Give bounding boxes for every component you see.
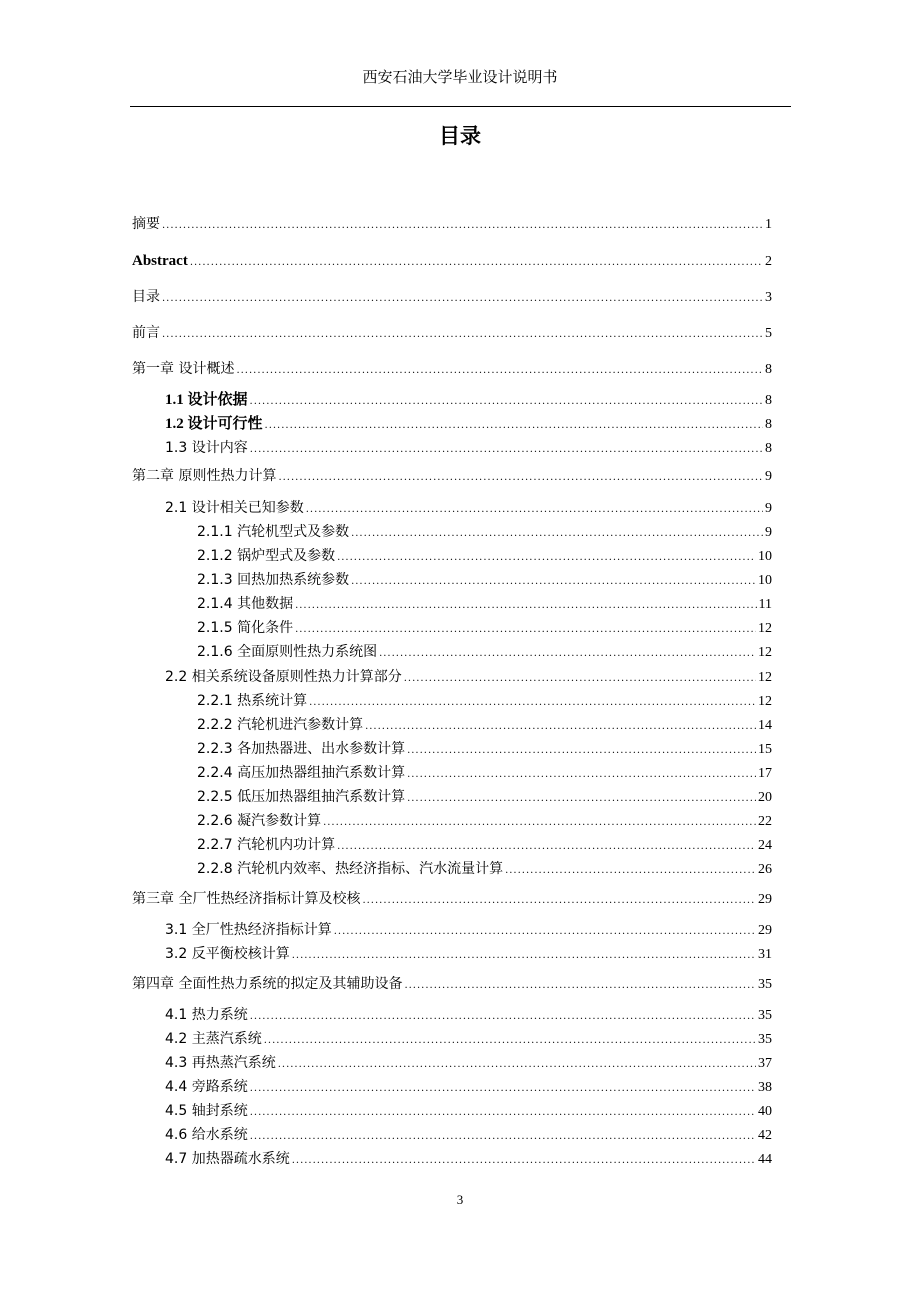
toc-leader-dots <box>292 1152 756 1170</box>
toc-entry[interactable] <box>197 523 772 543</box>
toc-entry[interactable] <box>197 595 772 615</box>
toc-entry-label: 2.2.3 各加热器进、出水参数计算 <box>197 741 406 757</box>
toc-entry-page: 31 <box>758 947 772 962</box>
toc-entry-label: 第二章 原则性热力计算 <box>132 468 277 484</box>
toc-entry-page: 35 <box>758 1032 772 1047</box>
toc-leader-dots <box>306 501 763 519</box>
toc-entry-label: 4.5 轴封系统 <box>165 1103 248 1119</box>
toc-entry[interactable] <box>197 571 772 591</box>
toc-entry-label: 2.1.4 其他数据 <box>197 596 294 612</box>
toc-entry[interactable] <box>197 692 772 712</box>
header-rule <box>130 106 791 107</box>
toc-entry[interactable] <box>132 467 772 487</box>
toc-leader-dots <box>278 469 763 487</box>
toc-entry-label: 3.2 反平衡校核计算 <box>165 946 290 962</box>
toc-entry-page: 12 <box>758 670 772 685</box>
toc-leader-dots <box>250 441 763 459</box>
toc-entry[interactable] <box>197 812 772 832</box>
toc-leader-dots <box>407 790 756 808</box>
toc-entry-page: 2 <box>765 254 772 269</box>
toc-leader-dots <box>407 742 756 760</box>
toc-leader-dots <box>404 670 756 688</box>
toc-entry-page: 40 <box>758 1104 772 1119</box>
toc-entry-page: 3 <box>765 290 772 305</box>
toc-leader-dots <box>278 1056 756 1074</box>
toc-entry[interactable] <box>197 860 772 880</box>
toc-entry-label: 4.4 旁路系统 <box>165 1079 248 1095</box>
toc-entry[interactable] <box>165 921 772 941</box>
toc-leader-dots <box>295 597 756 615</box>
toc-entry-page: 9 <box>765 501 772 516</box>
toc-leader-dots <box>309 694 756 712</box>
toc-entry[interactable] <box>132 215 772 235</box>
toc-leader-dots <box>362 892 756 910</box>
toc-leader-dots <box>190 254 763 272</box>
toc-entry-page: 10 <box>758 573 772 588</box>
toc-entry[interactable] <box>132 252 772 272</box>
toc-leader-dots <box>250 1008 756 1026</box>
toc-entry-page: 15 <box>758 742 772 757</box>
page-number: 3 <box>456 1192 464 1207</box>
toc-leader-dots <box>236 362 763 380</box>
toc-entry[interactable] <box>165 668 772 688</box>
toc-entry-label: 2.1.5 简化条件 <box>197 620 294 636</box>
toc-entry-label: 4.2 主蒸汽系统 <box>165 1031 262 1047</box>
toc-entry[interactable] <box>197 643 772 663</box>
toc-entry-page: 35 <box>758 977 772 992</box>
toc-leader-dots <box>407 766 756 784</box>
toc-entry[interactable] <box>165 1102 772 1122</box>
toc-entry-page: 12 <box>758 621 772 636</box>
page-title: 目录 <box>439 124 481 148</box>
toc-entry-label: 1.2 设计可行性 <box>165 416 263 432</box>
toc-entry-page: 8 <box>765 441 772 456</box>
toc-leader-dots <box>334 923 756 941</box>
toc-entry-page: 14 <box>758 718 772 733</box>
toc-leader-dots <box>250 1080 756 1098</box>
toc-entry-page: 10 <box>758 549 772 564</box>
toc-entry-page: 8 <box>765 417 772 432</box>
toc-leader-dots <box>404 977 756 995</box>
toc-entry-label: 4.3 再热蒸汽系统 <box>165 1055 276 1071</box>
toc-entry-page: 29 <box>758 892 772 907</box>
toc-entry[interactable] <box>132 975 772 995</box>
toc-entry-label: 2.2 相关系统设备原则性热力计算部分 <box>165 669 402 685</box>
toc-entry-page: 8 <box>765 362 772 377</box>
toc-entry-page: 9 <box>765 525 772 540</box>
toc-leader-dots <box>505 862 756 880</box>
toc-entry-page: 26 <box>758 862 772 877</box>
toc-leader-dots <box>295 621 756 639</box>
toc-entry-label: 前言 <box>132 325 160 341</box>
toc-leader-dots <box>162 217 763 235</box>
page-header: 西安石油大学毕业设计说明书 <box>362 68 558 86</box>
toc-entry-label: 4.6 给水系统 <box>165 1127 248 1143</box>
toc-entry[interactable] <box>165 499 772 519</box>
toc-entry-label: 2.2.6 凝汽参数计算 <box>197 813 322 829</box>
toc-entry[interactable] <box>165 1126 772 1146</box>
toc-entry-label: 4.7 加热器疏水系统 <box>165 1151 290 1167</box>
toc-entry-label: 目录 <box>132 289 160 305</box>
toc-entry-page: 8 <box>765 393 772 408</box>
toc-leader-dots <box>351 573 756 591</box>
toc-entry[interactable] <box>165 1054 772 1074</box>
toc-entry-page: 20 <box>758 790 772 805</box>
toc-entry[interactable] <box>165 1150 772 1170</box>
toc-entry[interactable] <box>197 547 772 567</box>
toc-leader-dots <box>250 393 763 411</box>
toc-entry[interactable] <box>165 415 772 435</box>
toc-entry-page: 22 <box>758 814 772 829</box>
toc-entry-page: 1 <box>765 217 772 232</box>
toc-entry-page: 11 <box>758 597 772 612</box>
toc-entry-label: 2.1 设计相关已知参数 <box>165 500 304 516</box>
toc-entry-page: 44 <box>758 1152 772 1167</box>
toc-entry-label: 第一章 设计概述 <box>132 361 235 377</box>
toc-entry-page: 9 <box>765 469 772 484</box>
toc-entry[interactable] <box>132 324 772 344</box>
toc-entry[interactable] <box>197 764 772 784</box>
toc-entry-label: 第三章 全厂性热经济指标计算及校核 <box>132 891 361 907</box>
toc-entry[interactable] <box>132 288 772 308</box>
toc-leader-dots <box>264 1032 756 1050</box>
toc-entry-label: 2.1.6 全面原则性热力系统图 <box>197 644 378 660</box>
toc-entry-label: 2.1.1 汽轮机型式及参数 <box>197 524 350 540</box>
toc-leader-dots <box>162 290 763 308</box>
toc-entry[interactable] <box>165 1030 772 1050</box>
toc-entry[interactable] <box>197 716 772 736</box>
toc-entry-label: Abstract <box>132 253 188 269</box>
toc-leader-dots <box>365 718 756 736</box>
toc-entry[interactable] <box>132 360 772 380</box>
toc-entry[interactable] <box>165 391 772 411</box>
toc-entry-label: 2.1.2 锅炉型式及参数 <box>197 548 336 564</box>
toc-entry-page: 35 <box>758 1008 772 1023</box>
toc-entry-label: 4.1 热力系统 <box>165 1007 248 1023</box>
toc-entry[interactable] <box>165 945 772 965</box>
toc-leader-dots <box>265 417 763 435</box>
toc-entry-page: 37 <box>758 1056 772 1071</box>
toc-leader-dots <box>250 1104 756 1122</box>
toc-leader-dots <box>292 947 756 965</box>
toc-entry-label: 2.1.3 回热加热系统参数 <box>197 572 350 588</box>
toc-leader-dots <box>162 326 763 344</box>
toc-entry[interactable] <box>197 836 772 856</box>
toc-entry[interactable] <box>165 439 772 459</box>
toc-leader-dots <box>250 1128 756 1146</box>
toc-entry-page: 38 <box>758 1080 772 1095</box>
toc-entry-page: 5 <box>765 326 772 341</box>
toc-entry-label: 摘要 <box>132 216 160 232</box>
toc-entry-page: 17 <box>758 766 772 781</box>
toc-entry-label: 3.1 全厂性热经济指标计算 <box>165 922 332 938</box>
toc-entry-page: 12 <box>758 645 772 660</box>
toc-entry-label: 2.2.4 高压加热器组抽汽系数计算 <box>197 765 406 781</box>
toc-entry[interactable] <box>197 740 772 760</box>
toc-entry[interactable] <box>197 788 772 808</box>
toc-entry-label: 2.2.7 汽轮机内功计算 <box>197 837 336 853</box>
toc-leader-dots <box>351 525 763 543</box>
toc-leader-dots <box>379 645 756 663</box>
toc-entry-page: 24 <box>758 838 772 853</box>
toc-entry-label: 2.2.5 低压加热器组抽汽系数计算 <box>197 789 406 805</box>
toc-entry[interactable] <box>165 1078 772 1098</box>
toc-entry-label: 2.2.8 汽轮机内效率、热经济指标、汽水流量计算 <box>197 861 504 877</box>
toc-entry-page: 42 <box>758 1128 772 1143</box>
toc-entry-label: 1.3 设计内容 <box>165 440 248 456</box>
toc-entry-page: 29 <box>758 923 772 938</box>
toc-entry-label: 第四章 全面性热力系统的拟定及其辅助设备 <box>132 976 403 992</box>
toc-entry[interactable] <box>197 619 772 639</box>
toc-entry[interactable] <box>165 1006 772 1026</box>
toc-leader-dots <box>337 549 756 567</box>
toc-leader-dots <box>337 838 756 856</box>
toc-entry-label: 2.2.1 热系统计算 <box>197 693 308 709</box>
toc-entry-label: 1.1 设计依据 <box>165 392 248 408</box>
toc-entry-page: 12 <box>758 694 772 709</box>
toc-entry-label: 2.2.2 汽轮机进汽参数计算 <box>197 717 364 733</box>
toc-leader-dots <box>323 814 756 832</box>
toc-entry[interactable] <box>132 890 772 910</box>
